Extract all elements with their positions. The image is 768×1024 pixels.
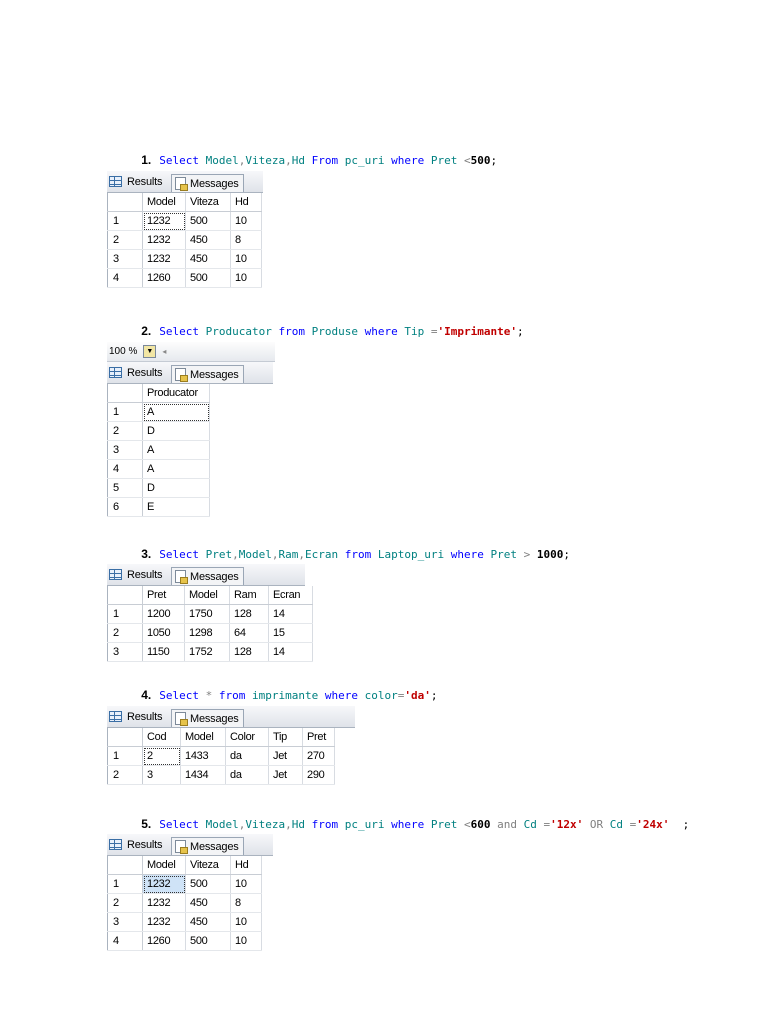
table-cell[interactable]: D [143, 422, 210, 441]
sql-token: Select [159, 548, 206, 561]
messages-icon [175, 570, 186, 583]
table-cell[interactable]: 8 [231, 894, 262, 913]
sql-token: Tip [404, 325, 431, 338]
table-cell[interactable]: 128 [230, 643, 269, 662]
row-number[interactable]: 2 [108, 894, 143, 913]
row-number[interactable]: 6 [108, 498, 143, 517]
sql-code [159, 818, 689, 831]
table-cell[interactable]: 1752 [185, 643, 230, 662]
table-cell[interactable]: Jet [269, 747, 303, 766]
row-number[interactable]: 1 [108, 875, 143, 894]
sql-token: and [497, 818, 524, 831]
column-header[interactable]: Color [226, 728, 269, 747]
row-number[interactable]: 4 [108, 932, 143, 951]
tab-messages[interactable]: Messages [171, 567, 244, 585]
tab-messages[interactable]: Messages [171, 174, 244, 192]
sql-token: , [285, 154, 292, 167]
grid-icon [109, 569, 122, 580]
table-row[interactable] [108, 875, 262, 894]
table-cell[interactable]: 14 [269, 643, 313, 662]
table-cell[interactable]: Jet [269, 766, 303, 785]
grid-icon [109, 176, 122, 187]
table-row[interactable] [108, 643, 313, 662]
table-cell[interactable]: 1750 [185, 605, 230, 624]
sql-token: = [543, 818, 551, 831]
column-header[interactable]: Viteza [186, 193, 231, 212]
sql-token: Pret [430, 818, 464, 831]
table-cell[interactable]: D [143, 479, 210, 498]
sql-token: ; [563, 548, 570, 561]
sql-token: Laptop_uri [377, 548, 451, 561]
query-number: 1. [141, 153, 152, 167]
table-cell[interactable]: 10 [231, 250, 262, 269]
sql-token: Select [159, 818, 206, 831]
messages-icon [175, 368, 186, 381]
sql-token: 500 [470, 154, 491, 167]
sql-token: ; [669, 818, 690, 831]
header-row [108, 728, 335, 747]
sql-token: Producator [205, 325, 279, 338]
row-number[interactable]: 2 [108, 766, 143, 785]
sql-token: Produse [311, 325, 365, 338]
corner-cell[interactable] [108, 856, 143, 875]
row-number[interactable]: 1 [108, 747, 143, 766]
sql-token: '12x' [550, 818, 590, 831]
zoom-value[interactable]: 100 % [109, 346, 138, 357]
table-cell[interactable]: da [226, 766, 269, 785]
sql-token: Viteza [245, 154, 286, 167]
table-row[interactable] [108, 403, 210, 422]
sql-token: From [311, 154, 345, 167]
query-1 [128, 140, 497, 167]
table-row[interactable] [108, 913, 262, 932]
sql-token: OR [589, 818, 610, 831]
table-cell[interactable]: 1232 [143, 250, 186, 269]
table-row[interactable] [108, 766, 335, 785]
row-number[interactable]: 2 [108, 231, 143, 250]
sql-token: > [523, 548, 537, 561]
column-header[interactable]: Pret [143, 586, 185, 605]
sql-token: Pret [205, 548, 233, 561]
sql-token: Select [159, 154, 206, 167]
results-tabbar [107, 564, 305, 586]
row-number[interactable]: 3 [108, 250, 143, 269]
results-grid[interactable] [107, 856, 262, 951]
table-cell[interactable]: 1434 [181, 766, 226, 785]
sql-token: , [298, 548, 305, 561]
table-cell[interactable]: 1232 [143, 894, 186, 913]
table-cell[interactable]: 270 [303, 747, 335, 766]
row-number[interactable]: 5 [108, 479, 143, 498]
table-row[interactable] [108, 479, 210, 498]
table-cell[interactable]: 128 [230, 605, 269, 624]
result-panel-1 [107, 171, 263, 288]
table-cell[interactable]: 450 [186, 894, 231, 913]
tab-results[interactable]: Results [109, 707, 162, 726]
table-cell[interactable]: 8 [231, 231, 262, 250]
table-cell[interactable]: 450 [186, 231, 231, 250]
sql-token: Model [205, 154, 239, 167]
sql-code [159, 548, 570, 561]
sql-token: imprimante [252, 689, 325, 702]
table-row[interactable] [108, 894, 262, 913]
sql-token: where [391, 818, 431, 831]
sql-token: ; [516, 325, 524, 338]
sql-token: pc_uri [344, 818, 392, 831]
sql-token: Viteza [245, 818, 286, 831]
messages-icon [175, 712, 186, 725]
row-number[interactable]: 1 [108, 212, 143, 231]
query-number: 3. [141, 547, 152, 561]
sql-token: Pret [490, 548, 524, 561]
table-cell[interactable]: E [143, 498, 210, 517]
tab-messages[interactable]: Messages [171, 837, 244, 855]
sql-token: from [218, 689, 252, 702]
table-cell[interactable]: 1200 [143, 605, 185, 624]
sql-code [159, 689, 437, 702]
sql-token: , [238, 154, 246, 167]
table-cell[interactable]: da [226, 747, 269, 766]
table-row[interactable] [108, 212, 262, 231]
sql-token: '24x' [636, 818, 670, 831]
table-row[interactable] [108, 624, 313, 643]
table-row[interactable] [108, 605, 313, 624]
table-cell[interactable]: 1433 [181, 747, 226, 766]
sql-token: Select [159, 689, 206, 702]
result-panel-2 [107, 342, 275, 517]
column-header[interactable]: Hd [231, 193, 262, 212]
column-header[interactable]: Model [185, 586, 230, 605]
sql-token: Pret [430, 154, 464, 167]
column-header[interactable]: Viteza [186, 856, 231, 875]
table-row[interactable] [108, 747, 335, 766]
sql-token: < [463, 154, 471, 167]
column-header[interactable]: Producator [143, 384, 210, 403]
table-row[interactable] [108, 422, 210, 441]
table-cell[interactable]: 290 [303, 766, 335, 785]
table-cell[interactable]: 10 [231, 875, 262, 894]
column-header[interactable]: Model [181, 728, 226, 747]
table-cell[interactable]: 2 [143, 747, 181, 766]
row-number[interactable]: 3 [108, 913, 143, 932]
row-number[interactable]: 4 [108, 460, 143, 479]
sql-token: Hd [291, 818, 312, 831]
sql-token: where [324, 689, 365, 702]
sql-token: , [285, 818, 292, 831]
tab-results[interactable]: Results [109, 172, 162, 191]
header-row [108, 193, 262, 212]
column-header[interactable]: Cod [143, 728, 181, 747]
table-cell[interactable]: 1260 [143, 269, 186, 288]
table-cell[interactable]: A [143, 460, 210, 479]
row-number[interactable]: 1 [108, 403, 143, 422]
sql-token: Cd [523, 818, 544, 831]
grid-icon [109, 367, 122, 378]
results-tabbar [107, 362, 273, 384]
query-number: 5. [141, 817, 152, 831]
table-cell[interactable]: 1260 [143, 932, 186, 951]
column-header[interactable]: Ram [230, 586, 269, 605]
grid-icon [109, 839, 122, 850]
header-row [108, 384, 210, 403]
sql-token: Hd [291, 154, 312, 167]
table-cell[interactable]: 500 [186, 932, 231, 951]
results-grid[interactable] [107, 728, 335, 785]
sql-token: , [238, 818, 246, 831]
column-header[interactable]: Tip [269, 728, 303, 747]
sql-token: from [278, 325, 312, 338]
sql-token: 600 [470, 818, 498, 831]
query-2 [128, 311, 524, 338]
header-row [108, 586, 313, 605]
sql-token: ; [490, 154, 498, 167]
sql-token: = [430, 325, 438, 338]
row-number[interactable]: 3 [108, 441, 143, 460]
table-cell[interactable]: 1232 [143, 913, 186, 932]
sql-token: where [364, 325, 405, 338]
sql-token: pc_uri [344, 154, 392, 167]
column-header[interactable]: Ecran [269, 586, 313, 605]
sql-token: from [344, 548, 378, 561]
zoom-bar [107, 342, 275, 362]
tab-results[interactable]: Results [109, 835, 162, 854]
sql-token: 1000 [536, 548, 564, 561]
table-row[interactable] [108, 250, 262, 269]
row-number[interactable]: 3 [108, 643, 143, 662]
table-cell[interactable]: 10 [231, 913, 262, 932]
table-cell[interactable]: 500 [186, 212, 231, 231]
result-panel-3 [107, 564, 313, 662]
table-cell[interactable]: 1232 [143, 231, 186, 250]
corner-cell[interactable] [108, 384, 143, 403]
results-grid[interactable] [107, 384, 210, 517]
table-cell[interactable]: 14 [269, 605, 313, 624]
sql-token: 'da' [404, 689, 431, 702]
sql-token: Ram [278, 548, 299, 561]
sql-token: where [391, 154, 431, 167]
sql-token: , [271, 548, 279, 561]
tab-messages[interactable]: Messages [171, 709, 244, 727]
messages-icon [175, 177, 186, 190]
table-cell[interactable]: 500 [186, 875, 231, 894]
query-3 [128, 534, 570, 561]
table-cell[interactable]: 10 [231, 932, 262, 951]
tab-messages[interactable]: Messages [171, 365, 244, 383]
row-number[interactable]: 4 [108, 269, 143, 288]
sql-token: Model [238, 548, 272, 561]
sql-token: Cd [609, 818, 630, 831]
table-cell[interactable]: 1298 [185, 624, 230, 643]
results-grid[interactable] [107, 193, 262, 288]
results-tabbar [107, 834, 273, 856]
query-4 [128, 675, 437, 702]
results-tabbar [107, 171, 263, 193]
table-cell[interactable]: A [143, 403, 210, 422]
sql-token: from [311, 818, 345, 831]
sql-token: , [232, 548, 239, 561]
table-row[interactable] [108, 269, 262, 288]
header-row [108, 856, 262, 875]
table-row[interactable] [108, 498, 210, 517]
column-header[interactable]: Model [143, 856, 186, 875]
table-cell[interactable]: 10 [231, 269, 262, 288]
sql-token: color [364, 689, 398, 702]
query-number: 2. [141, 324, 152, 338]
table-cell[interactable]: 10 [231, 212, 262, 231]
results-tabbar [107, 706, 355, 728]
sql-token: Ecran [305, 548, 345, 561]
sql-token: * [205, 689, 219, 702]
query-5 [128, 804, 689, 831]
scroll-left-icon[interactable]: ◂ [162, 347, 167, 356]
table-cell[interactable]: 1050 [143, 624, 185, 643]
sql-token: = [397, 689, 405, 702]
tab-results[interactable]: Results [109, 363, 162, 382]
zoom-dropdown-icon[interactable]: ▼ [143, 345, 156, 358]
sql-token: < [463, 818, 471, 831]
grid-icon [109, 711, 122, 722]
table-row[interactable] [108, 932, 262, 951]
table-cell[interactable]: 3 [143, 766, 181, 785]
sql-token: where [450, 548, 491, 561]
corner-cell[interactable] [108, 193, 143, 212]
row-number[interactable]: 1 [108, 605, 143, 624]
table-cell[interactable]: A [143, 441, 210, 460]
table-cell[interactable]: 15 [269, 624, 313, 643]
table-cell[interactable]: 500 [186, 269, 231, 288]
sql-token: 'Imprimante' [437, 325, 517, 338]
row-number[interactable]: 2 [108, 624, 143, 643]
table-cell[interactable]: 1150 [143, 643, 185, 662]
corner-cell[interactable] [108, 728, 143, 747]
table-cell[interactable]: 1232 [143, 875, 186, 894]
sql-code [159, 154, 497, 167]
table-cell[interactable]: 450 [186, 250, 231, 269]
result-panel-5 [107, 834, 273, 951]
table-row[interactable] [108, 231, 262, 250]
column-header[interactable]: Model [143, 193, 186, 212]
sql-token: Model [205, 818, 239, 831]
results-grid[interactable] [107, 586, 313, 662]
table-row[interactable] [108, 460, 210, 479]
corner-cell[interactable] [108, 586, 143, 605]
sql-token: Select [159, 325, 206, 338]
row-number[interactable]: 2 [108, 422, 143, 441]
tab-results[interactable]: Results [109, 565, 162, 584]
column-header[interactable]: Hd [231, 856, 262, 875]
column-header[interactable]: Pret [303, 728, 335, 747]
query-number: 4. [141, 688, 152, 702]
messages-icon [175, 840, 186, 853]
result-panel-4 [107, 706, 355, 785]
table-cell[interactable]: 450 [186, 913, 231, 932]
sql-code [159, 325, 523, 338]
sql-token: ; [430, 689, 438, 702]
table-cell[interactable]: 1232 [143, 212, 186, 231]
table-row[interactable] [108, 441, 210, 460]
sql-token: = [629, 818, 637, 831]
table-cell[interactable]: 64 [230, 624, 269, 643]
